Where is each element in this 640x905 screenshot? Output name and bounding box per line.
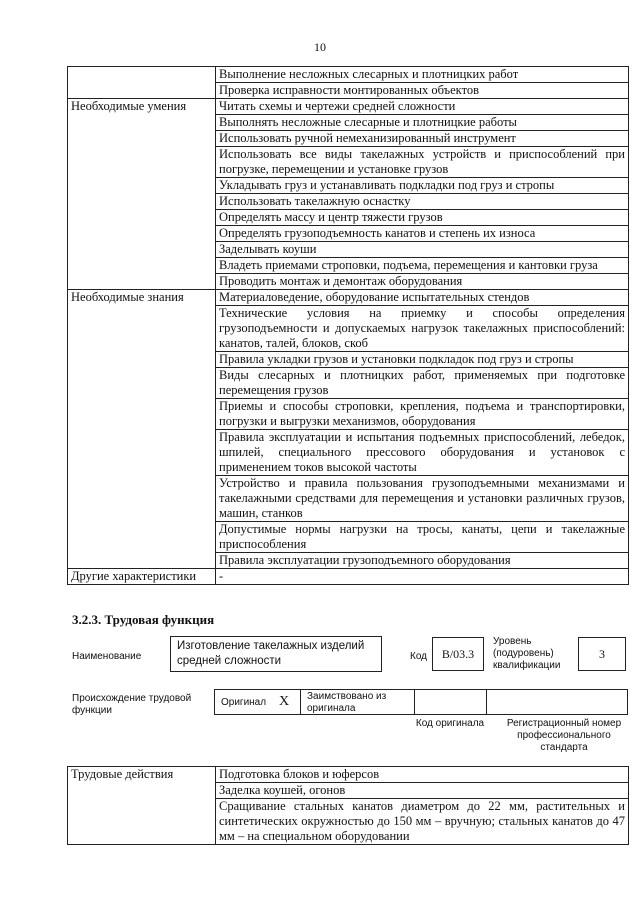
qualification-level-label: Уровень (подуровень) квалификации — [493, 636, 561, 671]
labor-actions-table — [67, 766, 629, 845]
table-cell: Выполнять несложные слесарные и плотницкие работы — [216, 115, 629, 131]
table-cell: Читать схемы и чертежи средней сложности — [216, 99, 629, 115]
table-cell: Заделывать коуши — [216, 242, 629, 258]
registration-number-caption: Регистрационный номер профессионального стандарта — [506, 718, 622, 753]
table-cell: Устройство и правила пользования грузоподъемными механизмами и такелажными средствами для перемещения и установки различных грузов, машин, станков — [216, 476, 629, 522]
table-cell: Использовать все виды такелажных устройств и приспособлений при погрузке, перемещении и установке грузов — [216, 147, 629, 178]
page-number: 10 — [314, 40, 326, 54]
row-label: Необходимые умения — [68, 99, 216, 290]
table-cell: Укладывать груз и устанавливать подкладки под груз и стропы — [216, 178, 629, 194]
name-label: Наименование — [72, 651, 142, 662]
table-cell: Владеть приемами строповки, подъема, перемещения и кантовки груза — [216, 258, 629, 274]
qualification-level-field: 3 — [578, 637, 626, 671]
table-cell: - — [216, 569, 629, 585]
table-cell: Виды слесарных и плотницких работ, применяемых при подготовке перемещения грузов — [216, 368, 629, 399]
table-cell: Технические условия на приемку и способы определения грузоподъемности и допускаемых нагрузок такелажных приспособлений: канатов, талей, блоков, скоб — [216, 306, 629, 352]
code-label: Код — [410, 651, 428, 662]
table-cell: Выполнение несложных слесарных и плотницких работ — [216, 67, 629, 83]
table-cell: Заделка коушей, огонов — [216, 783, 629, 799]
function-name-field: Изготовление такелажных изделий средней сложности — [170, 636, 382, 672]
table-cell: Проверка исправности монтированных объектов — [216, 83, 629, 99]
row-label: Трудовые действия — [68, 767, 216, 845]
row-label: Другие характеристики — [68, 569, 216, 585]
table-cell: Приемы и способы строповки, крепления, подъема и транспортировки, погрузки и выгрузки механизмов, оборудования — [216, 399, 629, 430]
table-cell: Правила эксплуатации и испытания подъемных приспособлений, лебедок, шпилей, специального прессового оборудования и установок с применением токов высокой частоты — [216, 430, 629, 476]
row-label — [68, 67, 216, 99]
original-mark: X — [279, 694, 290, 709]
table-cell: Допустимые нормы нагрузки на тросы, канаты, цепи и такелажные приспособления — [216, 522, 629, 553]
original-cell — [215, 690, 301, 714]
table-cell: Правила эксплуатации грузоподъемного оборудования — [216, 553, 629, 569]
table-row — [68, 67, 629, 83]
row-label: Необходимые знания — [68, 290, 216, 569]
table-cell: Материаловедение, оборудование испытательных стендов — [216, 290, 629, 306]
original-label: Оригинал — [221, 697, 267, 708]
borrowed-cell — [301, 690, 415, 714]
table-row — [68, 569, 629, 585]
origin-label: Происхождение трудовой функции — [72, 693, 192, 716]
table-row — [68, 99, 629, 115]
table-cell: Проводить монтаж и демонтаж оборудования — [216, 274, 629, 290]
original-code-cell — [415, 690, 487, 714]
table-cell: Подготовка блоков и юферсов — [216, 767, 629, 783]
table-row — [68, 290, 629, 306]
table-cell: Использовать ручной немеханизированный инструмент — [216, 131, 629, 147]
table-cell: Использовать такелажную оснастку — [216, 194, 629, 210]
original-code-caption: Код оригинала — [415, 718, 485, 729]
origin-table — [214, 689, 628, 715]
registration-number-cell — [487, 690, 627, 714]
table-cell: Сращивание стальных канатов диаметром до 22 мм, растительных и синтетических окружностью до 150 мм – вручную; стальных канатов до 47 мм – на специальном оборудовании — [216, 799, 629, 845]
table-cell: Правила укладки грузов и установки подкладок под груз и стропы — [216, 352, 629, 368]
table-row — [68, 767, 629, 783]
table-cell: Определять грузоподъемность канатов и степень их износа — [216, 226, 629, 242]
table-cell: Определять массу и центр тяжести грузов — [216, 210, 629, 226]
borrowed-label: Заимствовано из оригинала — [307, 691, 387, 714]
function-code-field: B/03.3 — [432, 637, 484, 671]
requirements-table — [67, 66, 629, 585]
section-heading: 3.2.3. Трудовая функция — [72, 612, 215, 627]
